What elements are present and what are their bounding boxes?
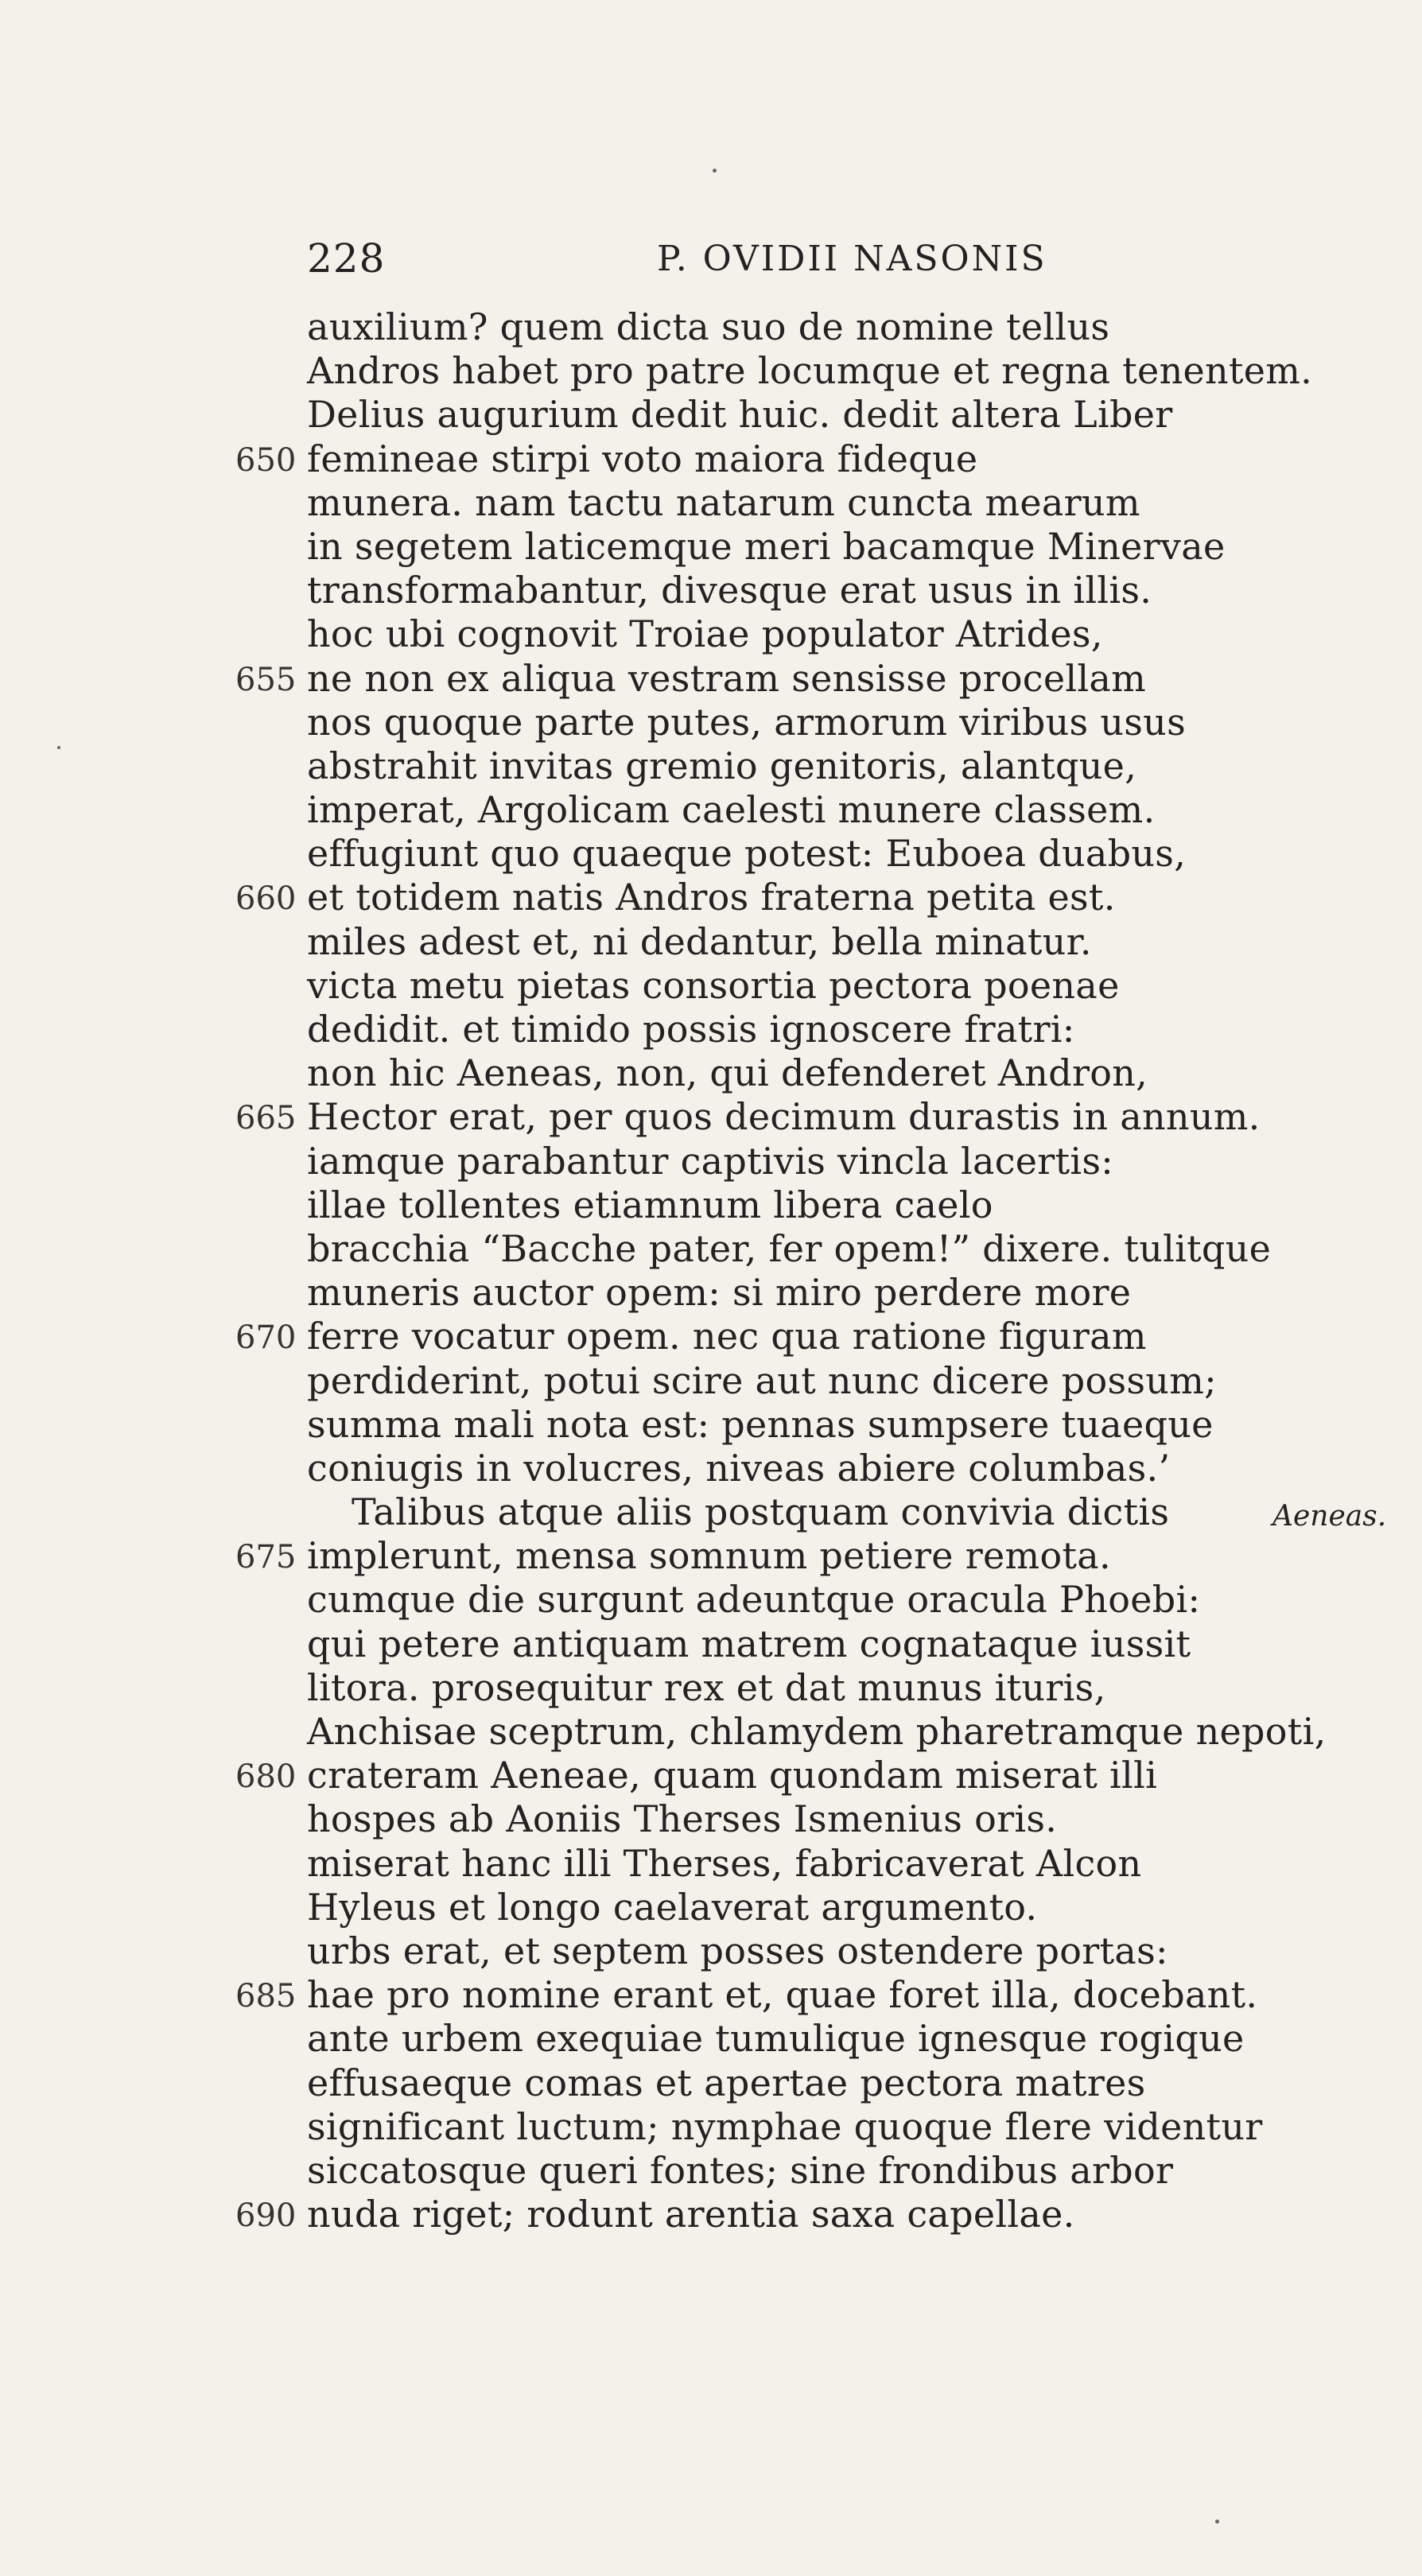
print-speck xyxy=(713,169,717,173)
line-text: hae pro nomine erant et, quae foret illa, docebant. xyxy=(307,1973,1258,2017)
verse-line xyxy=(0,1842,1422,1886)
line-text: significant luctum; nymphae quoque flere videntur xyxy=(307,2104,1263,2148)
verse-line xyxy=(0,832,1422,876)
line-text: Talibus atque aliis postquam convivia dictis xyxy=(352,1490,1170,1534)
verse-line xyxy=(0,1095,1422,1139)
line-text: miles adest et, ni dedantur, bella minatur. xyxy=(307,919,1092,963)
line-number: 670 xyxy=(235,1319,297,1357)
line-number: 660 xyxy=(235,880,297,918)
verse-line xyxy=(0,1140,1422,1183)
line-text: effusaeque comas et apertae pectora matres xyxy=(307,2061,1146,2104)
line-number: 655 xyxy=(235,661,297,698)
verse-line xyxy=(0,1403,1422,1447)
line-text: victa metu pietas consortia pectora poenae xyxy=(307,963,1120,1007)
line-text: nuda riget; rodunt arentia saxa capellae. xyxy=(307,2193,1075,2236)
line-text: muneris auctor opem: si miro perdere more xyxy=(307,1271,1132,1315)
verse-line xyxy=(0,1973,1422,2017)
line-text: siccatosque queri fontes; sine frondibus arbor xyxy=(307,2148,1174,2192)
line-text: ferre vocatur opem. nec qua ratione figuram xyxy=(307,1315,1147,1358)
line-text: bracchia “Bacche pater, fer opem!” dixere. tulitque xyxy=(307,1226,1272,1270)
line-text: ne non ex aliqua vestram sensisse procellam xyxy=(307,656,1147,700)
verse-line xyxy=(0,1271,1422,1315)
verse-line xyxy=(0,788,1422,832)
line-text: effugiunt quo quaeque potest: Euboea duabus, xyxy=(307,832,1187,876)
line-text: summa mali nota est: pennas sumpsere tuaeque xyxy=(307,1402,1214,1446)
line-text: Delius augurium dedit huic. dedit altera Liber xyxy=(307,393,1173,437)
verse-line xyxy=(0,1534,1422,1578)
line-text: crateram Aeneae, quam quondam miserat illi xyxy=(307,1754,1158,1797)
verse-line xyxy=(0,1183,1422,1227)
line-text: abstrahit invitas gremio genitoris, alantque, xyxy=(307,744,1137,787)
line-text: nos quoque parte putes, armorum viribus usus xyxy=(307,700,1187,744)
print-speck xyxy=(57,746,60,749)
verse-line xyxy=(0,1227,1422,1271)
verse-line xyxy=(0,1359,1422,1403)
line-text: et totidem natis Andros fraterna petita est. xyxy=(307,876,1116,919)
verse-line xyxy=(0,920,1422,964)
verse-line xyxy=(0,2061,1422,2105)
line-number: 650 xyxy=(235,441,297,479)
line-text: urbs erat, et septem posses ostendere portas: xyxy=(307,1929,1168,1972)
verse-line xyxy=(0,1578,1422,1622)
line-text: miserat hanc illi Therses, fabricaverat Alcon xyxy=(307,1841,1142,1885)
line-text: femineae stirpi voto maiora fideque xyxy=(307,437,978,480)
line-text: implerunt, mensa somnum petiere remota. xyxy=(307,1534,1111,1578)
verse-line xyxy=(0,876,1422,919)
marginal-note: Aeneas. xyxy=(1272,1500,1387,1533)
line-number: 680 xyxy=(235,1758,297,1796)
line-number: 665 xyxy=(235,1100,297,1137)
line-text: hoc ubi cognovit Troiae populator Atrides, xyxy=(307,612,1103,656)
verse-line xyxy=(0,349,1422,393)
page-number: 228 xyxy=(307,235,386,282)
verse-line xyxy=(0,612,1422,656)
verse-line xyxy=(0,569,1422,612)
line-number: 685 xyxy=(235,1978,297,2015)
verse-line xyxy=(0,1929,1422,1973)
verse-line xyxy=(0,2149,1422,2193)
verse-line xyxy=(0,964,1422,1008)
verse-line xyxy=(0,1666,1422,1710)
line-text: hospes ab Aoniis Therses Ismenius oris. xyxy=(307,1797,1058,1841)
verse-line xyxy=(0,2105,1422,2149)
print-speck xyxy=(1215,2520,1219,2524)
verse-line xyxy=(0,305,1422,349)
line-text: in segetem laticemque meri bacamque Minervae xyxy=(307,524,1226,568)
verse-line xyxy=(0,744,1422,788)
line-text: munera. nam tactu natarum cuncta mearum xyxy=(307,480,1140,524)
verse-line xyxy=(0,2193,1422,2236)
line-number: 675 xyxy=(235,1539,297,1576)
verse-line xyxy=(0,437,1422,481)
line-text: Hector erat, per quos decimum durastis in annum. xyxy=(307,1095,1261,1139)
verse-line xyxy=(0,1008,1422,1051)
verse-line xyxy=(0,481,1422,525)
verse-line xyxy=(0,701,1422,744)
verse-line xyxy=(0,1710,1422,1754)
verse-line xyxy=(0,1315,1422,1358)
verse-line xyxy=(0,1754,1422,1797)
running-title: P. OVIDII NASONIS xyxy=(657,239,1047,279)
verse-line xyxy=(0,1490,1422,1534)
line-text: dedidit. et timido possis ignoscere fratri: xyxy=(307,1008,1075,1051)
page-header xyxy=(307,235,1309,291)
verse-line xyxy=(0,1051,1422,1095)
line-text: non hic Aeneas, non, qui defenderet Andron, xyxy=(307,1051,1148,1095)
line-text: ante urbem exequiae tumulique ignesque rogique xyxy=(307,2017,1245,2061)
verse-line xyxy=(0,1886,1422,1929)
verse-line xyxy=(0,525,1422,569)
line-text: perdiderint, potui scire aut nunc dicere possum; xyxy=(307,1358,1217,1402)
line-text: Anchisae sceptrum, chlamydem pharetramque nepoti, xyxy=(307,1710,1327,1753)
verse-line xyxy=(0,1447,1422,1490)
line-text: transformabantur, divesque erat usus in illis. xyxy=(307,569,1152,612)
line-text: cumque die surgunt adeuntque oracula Phoebi: xyxy=(307,1578,1201,1622)
line-text: imperat, Argolicam caelesti munere classem. xyxy=(307,788,1156,832)
line-text: iamque parabantur captivis vincla lacertis: xyxy=(307,1139,1114,1183)
verse-line xyxy=(0,657,1422,701)
line-text: coniugis in volucres, niveas abiere columbas.’ xyxy=(307,1446,1171,1490)
poem-text xyxy=(0,305,1422,2236)
line-text: qui petere antiquam matrem cognataque iussit xyxy=(307,1622,1191,1665)
verse-line xyxy=(0,393,1422,437)
line-text: Hyleus et longo caelaverat argumento. xyxy=(307,1885,1038,1929)
verse-line xyxy=(0,1622,1422,1666)
line-text: illae tollentes etiamnum libera caelo xyxy=(307,1183,993,1226)
verse-line xyxy=(0,2017,1422,2061)
verse-line xyxy=(0,1797,1422,1841)
line-number: 690 xyxy=(235,2197,297,2235)
line-text: Andros habet pro patre locumque et regna tenentem. xyxy=(307,349,1313,393)
line-text: auxilium? quem dicta suo de nomine tellus xyxy=(307,305,1110,348)
line-text: litora. prosequitur rex et dat munus ituris, xyxy=(307,1665,1106,1709)
